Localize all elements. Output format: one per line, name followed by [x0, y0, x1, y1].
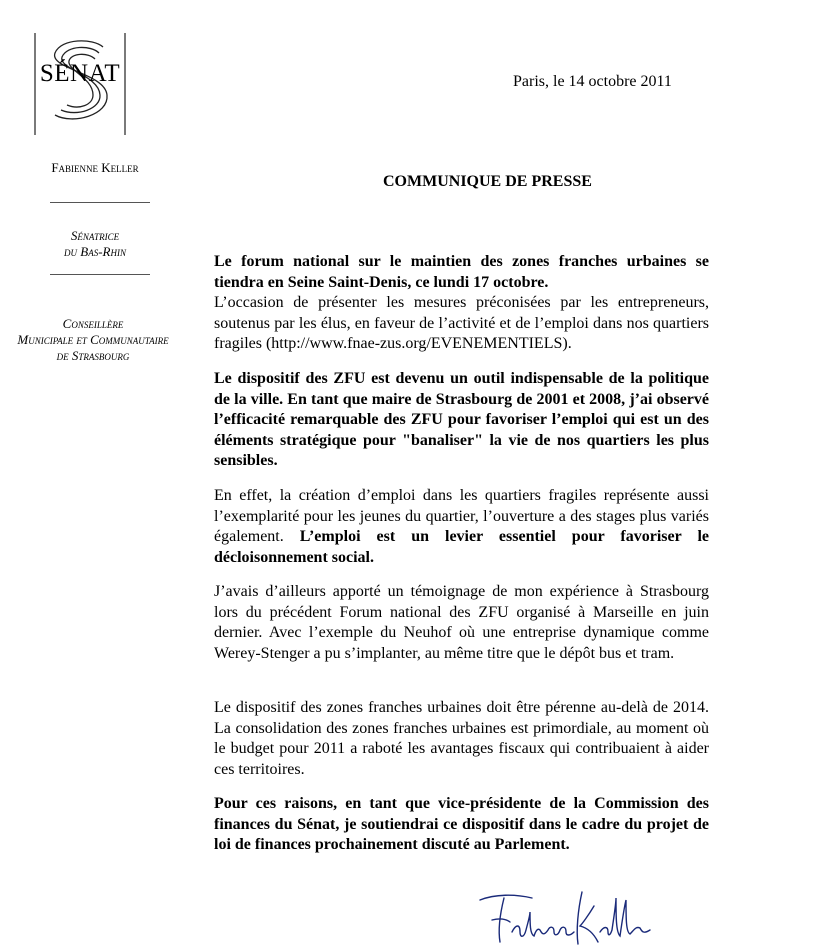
sidebar-divider — [50, 202, 150, 203]
senator-role-line: du Bas-Rhin — [64, 244, 126, 259]
senat-logo — [33, 33, 127, 135]
paragraph-bold-text: Pour ces raisons, en tant que vice-présidente de la Commission des finances du Sénat, je soutiendrai ce dispositif dans le cadre du projet de loi de finances prochainement discuté au Parlement. — [214, 795, 709, 853]
senator-role-line: Sénatrice — [70, 228, 120, 243]
council-role-line: Conseillère — [62, 316, 124, 331]
council-role-line: Municipale et Communautaire — [17, 332, 169, 347]
paragraph-text: Le dispositif des zones franches urbaines doit être pérenne au-delà de 2014. La consolidation des zones franches urbaines est primordiale, au moment où le budget pour 2011 a raboté les avantages fiscaux qui contribuaient à aider ces territoires. — [214, 699, 709, 778]
handwritten-signature — [470, 886, 660, 946]
paragraph-bold-text: Le forum national sur le maintien des zones franches urbaines se tiendra en Seine Saint-Denis, ce lundi 17 octobre. — [214, 253, 709, 291]
paragraph-emploi — [214, 486, 709, 568]
senator-role — [0, 228, 190, 260]
paragraph-bold-text: Le dispositif des ZFU est devenu un outil indispensable de la politique de la ville. En tant que maire de Strasbourg de 2001 et 2008, j’ai observé l’efficacité remarquable des ZFU pour favoriser l’emploi qui est un des éléments stratégique pour "banaliser" la vie de nos quartiers les plus sensibles. — [214, 370, 709, 469]
senat-logo-text: SÉNAT — [39, 60, 121, 87]
council-role-line: de Strasbourg — [56, 348, 130, 363]
document-title: COMMUNIQUE DE PRESSE — [383, 173, 592, 190]
paragraph-bold-text: L’emploi est un levier essentiel pour favoriser le décloisonnement social. — [214, 528, 710, 566]
signature-drawing — [470, 886, 660, 946]
paragraph-text: J’avais d’ailleurs apporté un témoignage de mon expérience à Strasbourg lors du précédent Forum national des ZFU organisé à Marseille en juin dernier. Avec l’exemple du Neuhof où une entreprise dynamique comme Werey-Stenger a pu s’implanter, au même titre que le dépôt bus et tram. — [214, 583, 709, 662]
paragraph-forum — [214, 252, 709, 355]
sidebar-divider — [50, 274, 150, 275]
paragraph-text: En effet, la création d’emploi dans les quartiers fragiles représente aussi l’exemplarité pour les jeunes du quartier, l’ouverture a des stages plus variés également. — [214, 487, 709, 545]
council-role — [0, 316, 191, 364]
paragraph-text: L’occasion de présenter les mesures préconisées par les entrepreneurs, soutenus par les élus, en faveur de l’activité et de l’emploi dans nos quartiers fragiles (http://www.fnae-zus.org/EVENEMENTIELS). — [214, 294, 709, 352]
paragraph-dispositif — [214, 698, 709, 780]
document-date: Paris, le 14 octobre 2011 — [513, 73, 672, 90]
paragraph-zfu — [214, 369, 709, 472]
senator-name: Fabienne Keller — [51, 160, 139, 175]
paragraph-conclusion — [214, 794, 709, 856]
paragraph-temoignage — [214, 582, 709, 664]
